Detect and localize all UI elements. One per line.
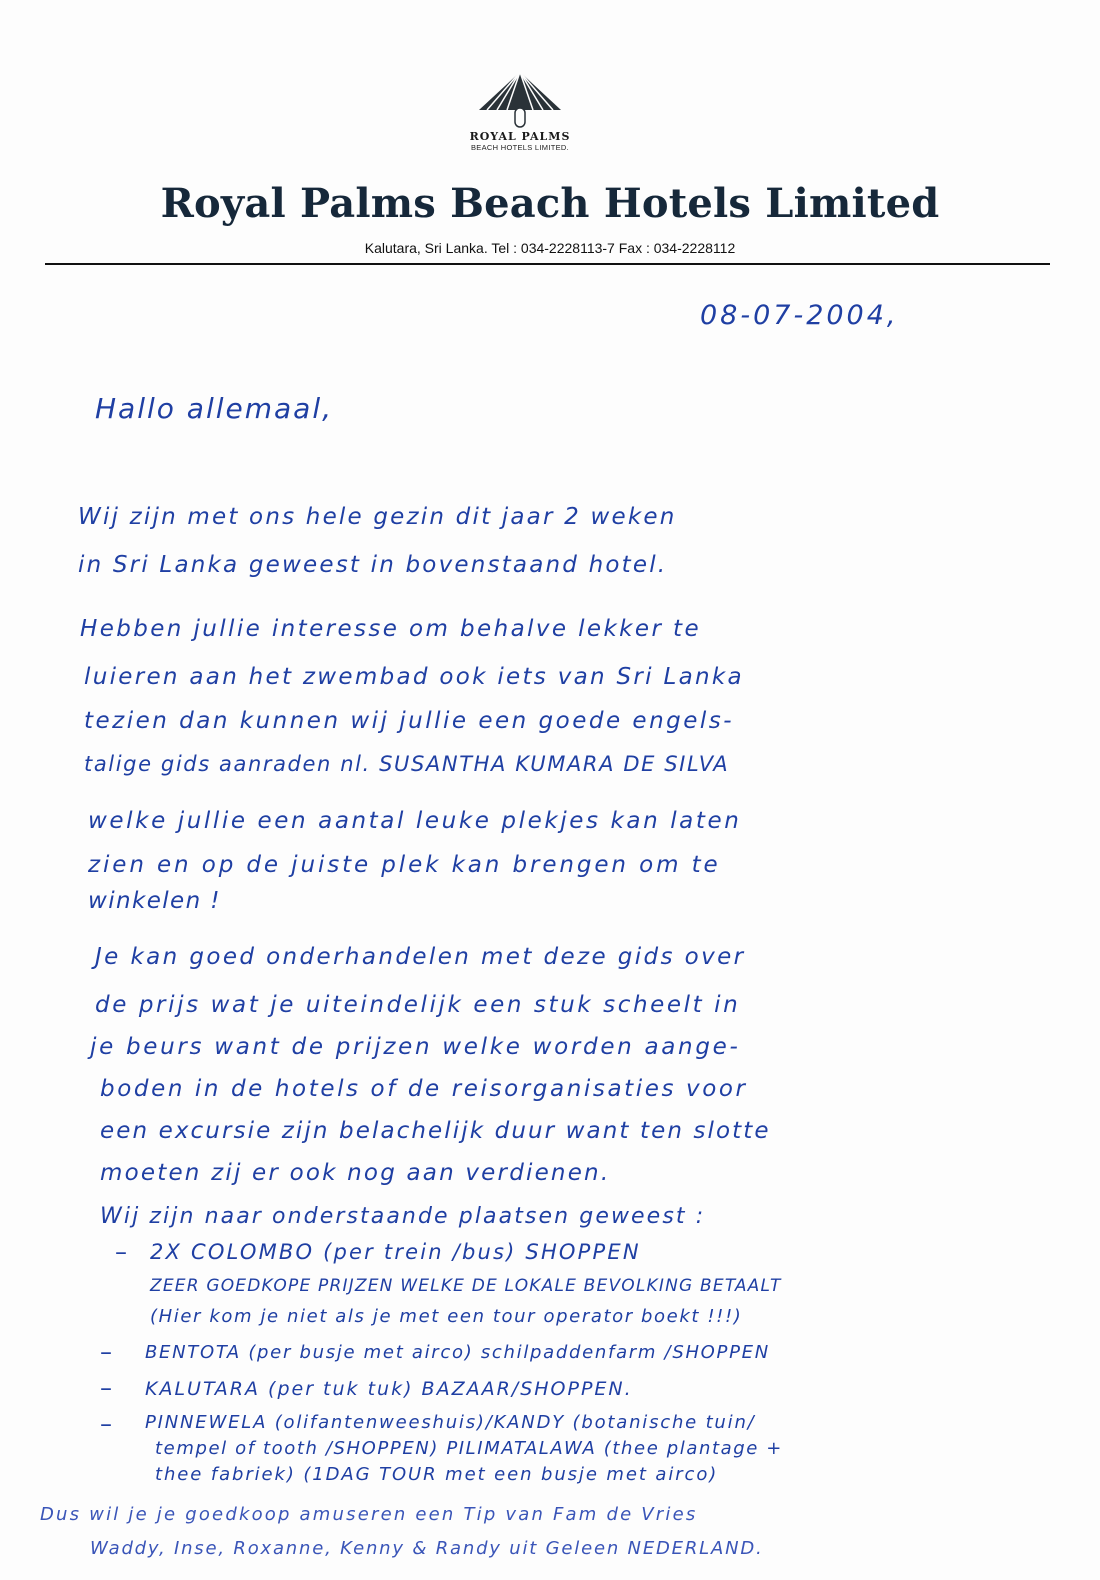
letter-greeting: Hallo allemaal, bbox=[95, 392, 334, 425]
logo-subtext: BEACH HOTELS LIMITED. bbox=[471, 143, 569, 152]
company-name: Royal Palms Beach Hotels Limited bbox=[160, 180, 940, 227]
letter-line: zien en op de juiste plek kan brengen om te bbox=[88, 852, 721, 878]
letter-line: winkelen ! bbox=[88, 888, 221, 914]
letter-line: je beurs want de prijzen welke worden aange- bbox=[90, 1034, 741, 1060]
list-item-detail: thee fabriek) (1DAG TOUR met een busje met airco) bbox=[155, 1464, 719, 1485]
logo-text: ROYAL PALMS bbox=[469, 130, 571, 143]
letter-line: luieren aan het zwembad ook iets van Sri Lanka bbox=[84, 664, 744, 690]
list-item-detail: tempel of tooth /SHOPPEN) PILIMATALAWA (thee plantage + bbox=[155, 1438, 783, 1459]
letter-line: Je kan goed onderhandelen met deze gids over bbox=[95, 944, 746, 970]
list-item: 2X COLOMBO (per trein /bus) SHOPPEN bbox=[150, 1240, 641, 1264]
list-bullet: – bbox=[115, 1238, 127, 1266]
letter-line: welke jullie een aantal leuke plekjes kan laten bbox=[88, 808, 742, 834]
list-bullet: – bbox=[100, 1410, 112, 1438]
list-bullet: – bbox=[100, 1374, 112, 1402]
list-bullet: – bbox=[100, 1338, 112, 1366]
letter-line: Wij zijn met ons hele gezin dit jaar 2 weken bbox=[78, 504, 677, 530]
letter-line: moeten zij er ook nog aan verdienen. bbox=[100, 1160, 611, 1186]
letter-line: Wij zijn naar onderstaande plaatsen geweest : bbox=[100, 1204, 706, 1229]
letter-date: 08-07-2004, bbox=[700, 300, 899, 331]
signature-line: Waddy, Inse, Roxanne, Kenny & Randy uit Geleen NEDERLAND. bbox=[90, 1538, 764, 1559]
hotel-logo bbox=[450, 70, 590, 170]
letter-line: in Sri Lanka geweest in bovenstaand hotel. bbox=[78, 552, 668, 578]
list-item: PINNEWELA (olifantenweeshuis)/KANDY (botanische tuin/ bbox=[145, 1412, 756, 1433]
list-item-detail: ZEER GOEDKOPE PRIJZEN WELKE DE LOKALE BEVOLKING BETAALT bbox=[150, 1276, 782, 1296]
closing-line: Dus wil je je goedkoop amuseren een Tip van Fam de Vries bbox=[40, 1504, 698, 1525]
letter-line: talige gids aanraden nl. SUSANTHA KUMARA DE SILVA bbox=[84, 752, 730, 776]
letter-line: Hebben jullie interesse om behalve lekker te bbox=[80, 616, 701, 642]
letter-line: boden in de hotels of de reisorganisaties voor bbox=[100, 1076, 748, 1102]
letter-line: een excursie zijn belachelijk duur want ten slotte bbox=[100, 1118, 771, 1144]
list-item-detail: (Hier kom je niet als je met een tour operator boekt !!!) bbox=[150, 1306, 743, 1327]
letter-line: tezien dan kunnen wij jullie een goede engels- bbox=[84, 708, 735, 734]
list-item: BENTOTA (per busje met airco) schilpaddenfarm /SHOPPEN bbox=[145, 1342, 770, 1363]
list-item: KALUTARA (per tuk tuk) BAZAAR/SHOPPEN. bbox=[145, 1378, 633, 1400]
palm-logo-icon bbox=[475, 70, 565, 128]
letterhead-divider bbox=[45, 263, 1050, 265]
letter-line: de prijs wat je uiteindelijk een stuk scheelt in bbox=[95, 992, 741, 1018]
company-address: Kalutara, Sri Lanka. Tel : 034-2228113-7 Fax : 034-2228112 bbox=[364, 240, 736, 256]
